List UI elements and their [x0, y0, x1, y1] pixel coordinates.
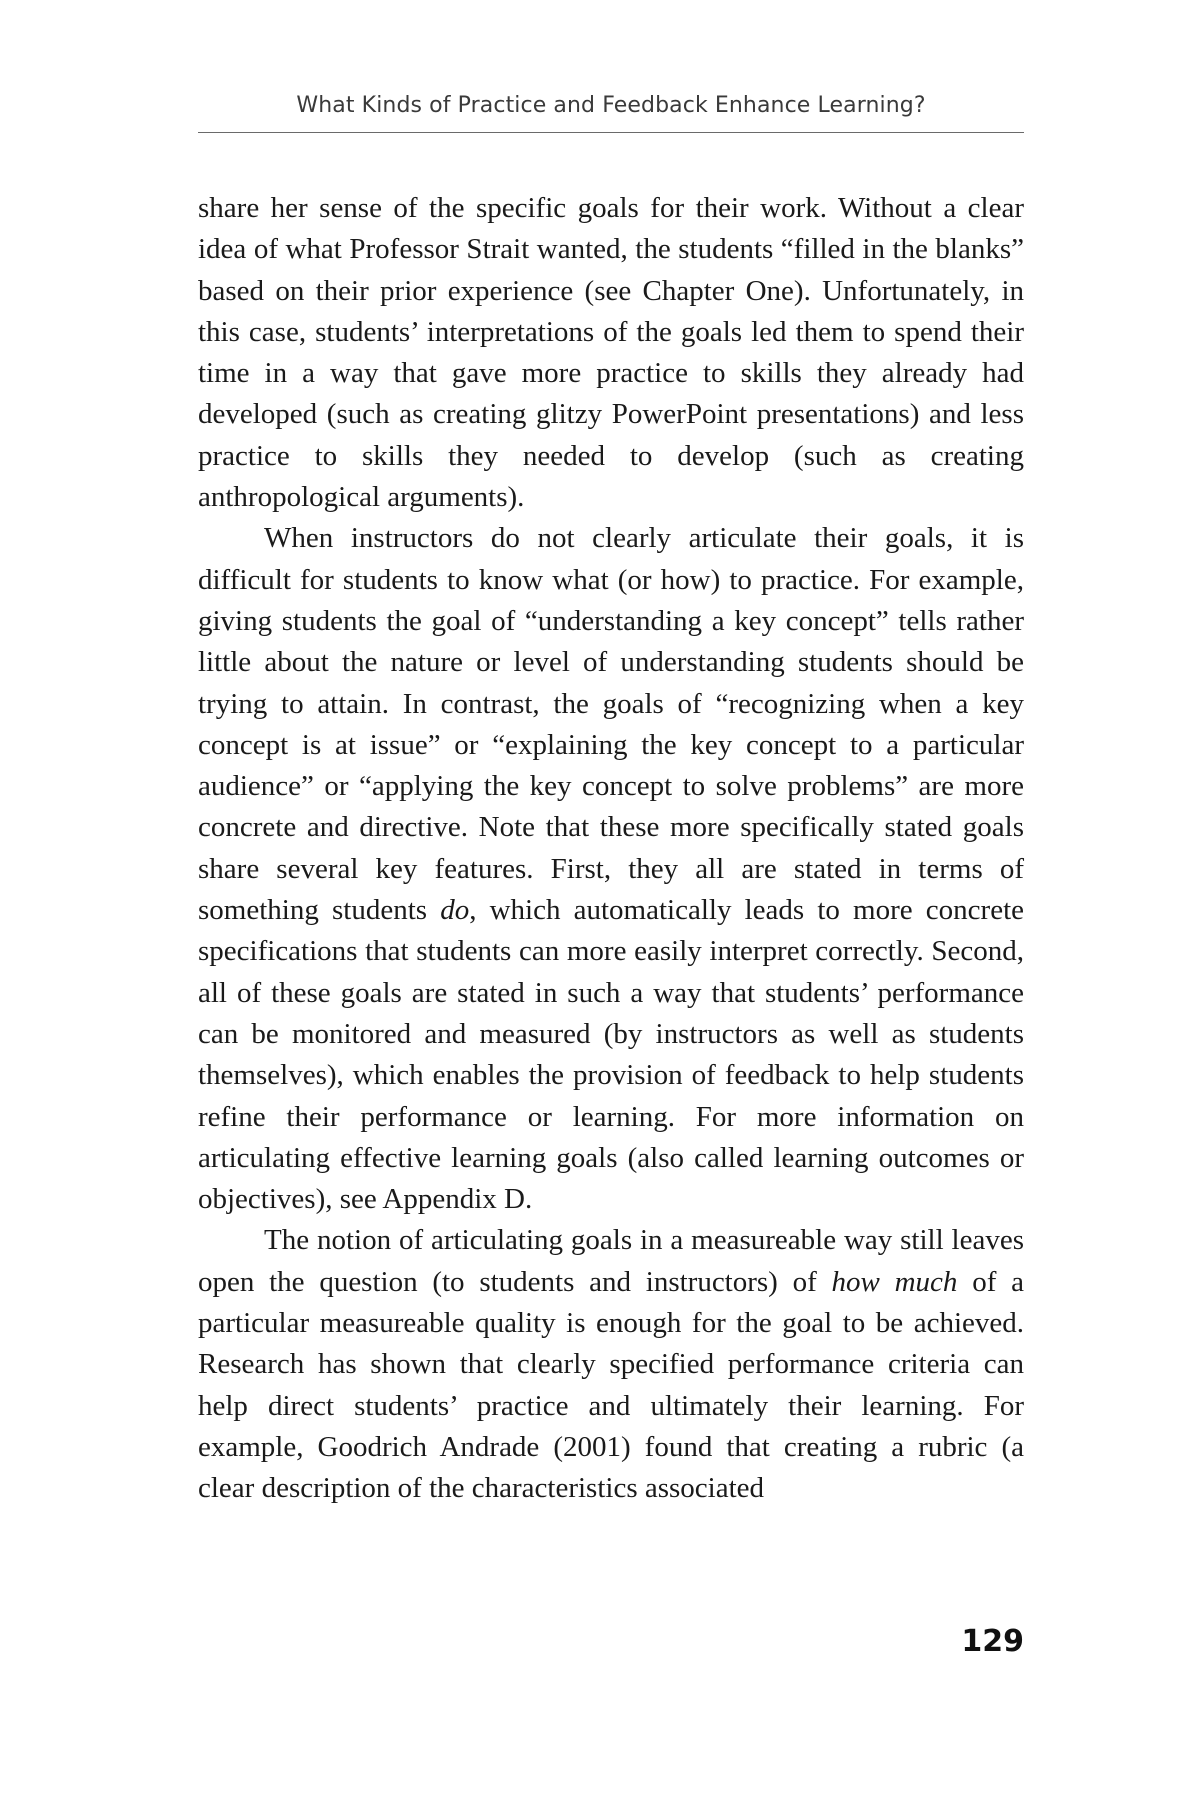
- paragraph-3-emphasis: how much: [831, 1265, 958, 1298]
- page-number: 129: [961, 1624, 1024, 1659]
- paragraph-2: [198, 518, 1024, 1220]
- header-rule: [198, 132, 1024, 133]
- paragraph-3-part-2: of a particular measureable quality is enough for the goal to be achieved. Research has shown that clearly specified performance criteria can help direct students’ practice and ultimately their learning. For example, Goodrich Andrade (2001) found that creating a rubric (a clear description of the characteristics associated: [198, 1265, 1024, 1505]
- running-head: What Kinds of Practice and Feedback Enhance Learning?: [296, 93, 926, 118]
- paragraph-2-part-1: When instructors do not clearly articulate their goals, it is difficult for students to know what (or how) to practice. For example, giving students the goal of “understanding a key concept” tells rather little about the nature or level of understanding students should be trying to attain. In contrast, the goals of “recognizing when a key concept is at issue” or “explaining the key concept to a particular audience” or “applying the key concept to solve problems” are more concrete and directive. Note that these more specifically stated goals share several key features. First, they all are stated in terms of something students: [198, 522, 1024, 927]
- paragraph-2-part-2: , which automatically leads to more concrete specifications that students can more easily interpret correctly. Second, all of these goals are stated in such a way that students’ performance can be monitored and measured (by instructors as well as students themselves), which enables the provision of feedback to help students refine their performance or learning. For more information on articulating effective learning goals (also called learning outcomes or objectives), see Appendix D.: [198, 894, 1024, 1216]
- paragraph-3: [198, 1220, 1024, 1509]
- paragraph-1: share her sense of the specific goals for their work. Without a clear idea of what Professor Strait wanted, the students “filled in the blanks” based on their prior experience (see Chapter One). Unfortunately, in this case, students’ interpretations of the goals led them to spend their time in a way that gave more practice to skills they already had developed (such as creating glitzy PowerPoint presentations) and less practice to skills they needed to develop (such as creating anthropological arguments).: [198, 192, 1024, 514]
- paragraph-2-emphasis: do: [440, 894, 470, 927]
- paragraph-3-part-1: The notion of articulating goals in a measureable way still leaves open the question (to students and instructors) of: [198, 1224, 1024, 1298]
- body-text: [198, 188, 1024, 1510]
